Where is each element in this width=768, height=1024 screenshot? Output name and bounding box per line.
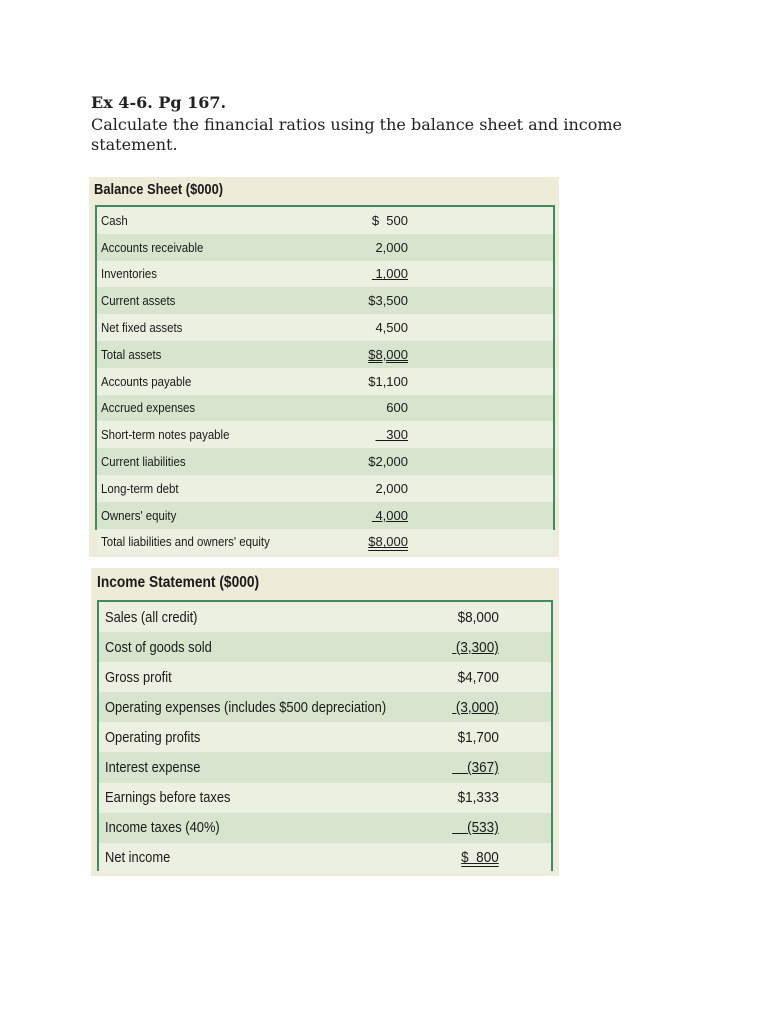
- row-label: Net fixed assets: [101, 320, 183, 336]
- row-label: Owners' equity: [101, 507, 177, 523]
- row-value: $3,500: [368, 293, 408, 309]
- table-row: [99, 813, 551, 843]
- exercise-instructions: Calculate the financial ratios using the balance sheet and income statement.: [91, 115, 623, 154]
- row-value: 2,000: [375, 239, 408, 255]
- row-value: $ 800: [461, 849, 499, 867]
- row-value: (367): [452, 759, 499, 777]
- row-label: Long-term debt: [101, 480, 179, 496]
- row-value: (533): [452, 819, 499, 837]
- table-row: [97, 395, 553, 422]
- table-row: [99, 662, 551, 692]
- row-label: Current liabilities: [101, 454, 186, 470]
- table-row: [99, 632, 551, 662]
- row-value: $1,100: [368, 373, 408, 389]
- income-statement-panel: [91, 568, 559, 876]
- row-value: $2,000: [368, 454, 408, 470]
- table-row: [97, 448, 553, 475]
- row-label: Current assets: [101, 293, 176, 309]
- row-label: Total liabilities and owners' equity: [101, 534, 270, 550]
- row-value: $8,000: [368, 534, 408, 550]
- row-label: Net income: [105, 849, 171, 867]
- balance-sheet-panel: [89, 177, 559, 557]
- exercise-title: Ex 4-6. Pg 167.: [91, 93, 227, 112]
- row-value: 600: [386, 400, 408, 416]
- table-row: [97, 234, 553, 261]
- row-label: Accounts payable: [101, 373, 192, 389]
- row-label: Sales (all credit): [105, 608, 198, 626]
- row-value: (3,000): [452, 698, 499, 716]
- table-row: [99, 783, 551, 813]
- row-value: 4,500: [375, 320, 408, 336]
- table-row: [97, 529, 553, 556]
- table-row: [97, 502, 553, 529]
- row-label: Earnings before taxes: [105, 789, 231, 807]
- row-label: Interest expense: [105, 759, 201, 777]
- row-label: Gross profit: [105, 668, 172, 686]
- row-value: $1,333: [457, 789, 499, 807]
- row-value: $ 500: [371, 212, 408, 228]
- row-value: 4,000: [371, 507, 408, 523]
- row-label: Operating expenses (includes $500 depreciation): [105, 698, 387, 716]
- table-row: [97, 421, 553, 448]
- income-statement-title: Income Statement ($000): [97, 574, 260, 591]
- table-row: [99, 602, 551, 632]
- row-value: $4,700: [457, 668, 499, 686]
- table-row: [97, 314, 553, 341]
- row-value: (3,300): [452, 638, 499, 656]
- row-value: $8,000: [457, 608, 499, 626]
- row-label: Total assets: [101, 346, 162, 362]
- table-row: [97, 261, 553, 288]
- table-row: [97, 207, 553, 234]
- table-row: [99, 692, 551, 722]
- row-label: Inventories: [101, 266, 157, 282]
- row-label: Accrued expenses: [101, 400, 196, 416]
- row-value: $8,000: [368, 346, 408, 362]
- balance-sheet-title: Balance Sheet ($000): [94, 181, 224, 198]
- table-row: [97, 475, 553, 502]
- row-label: Cash: [101, 212, 128, 228]
- row-label: Operating profits: [105, 728, 201, 746]
- income-statement-table: [97, 600, 553, 871]
- table-row: [97, 287, 553, 314]
- table-row: [97, 368, 553, 395]
- table-row: [99, 722, 551, 752]
- table-row: [99, 843, 551, 873]
- row-label: Short-term notes payable: [101, 427, 230, 443]
- table-row: [97, 341, 553, 368]
- row-value: 1,000: [371, 266, 408, 282]
- row-value: 2,000: [375, 480, 408, 496]
- exercise-heading: [91, 93, 691, 155]
- row-label: Income taxes (40%): [105, 819, 220, 837]
- table-row: [99, 752, 551, 782]
- balance-sheet-table: [95, 205, 555, 550]
- row-value: $1,700: [457, 728, 499, 746]
- row-label: Accounts receivable: [101, 239, 204, 255]
- row-value: 300: [375, 427, 408, 443]
- row-label: Cost of goods sold: [105, 638, 212, 656]
